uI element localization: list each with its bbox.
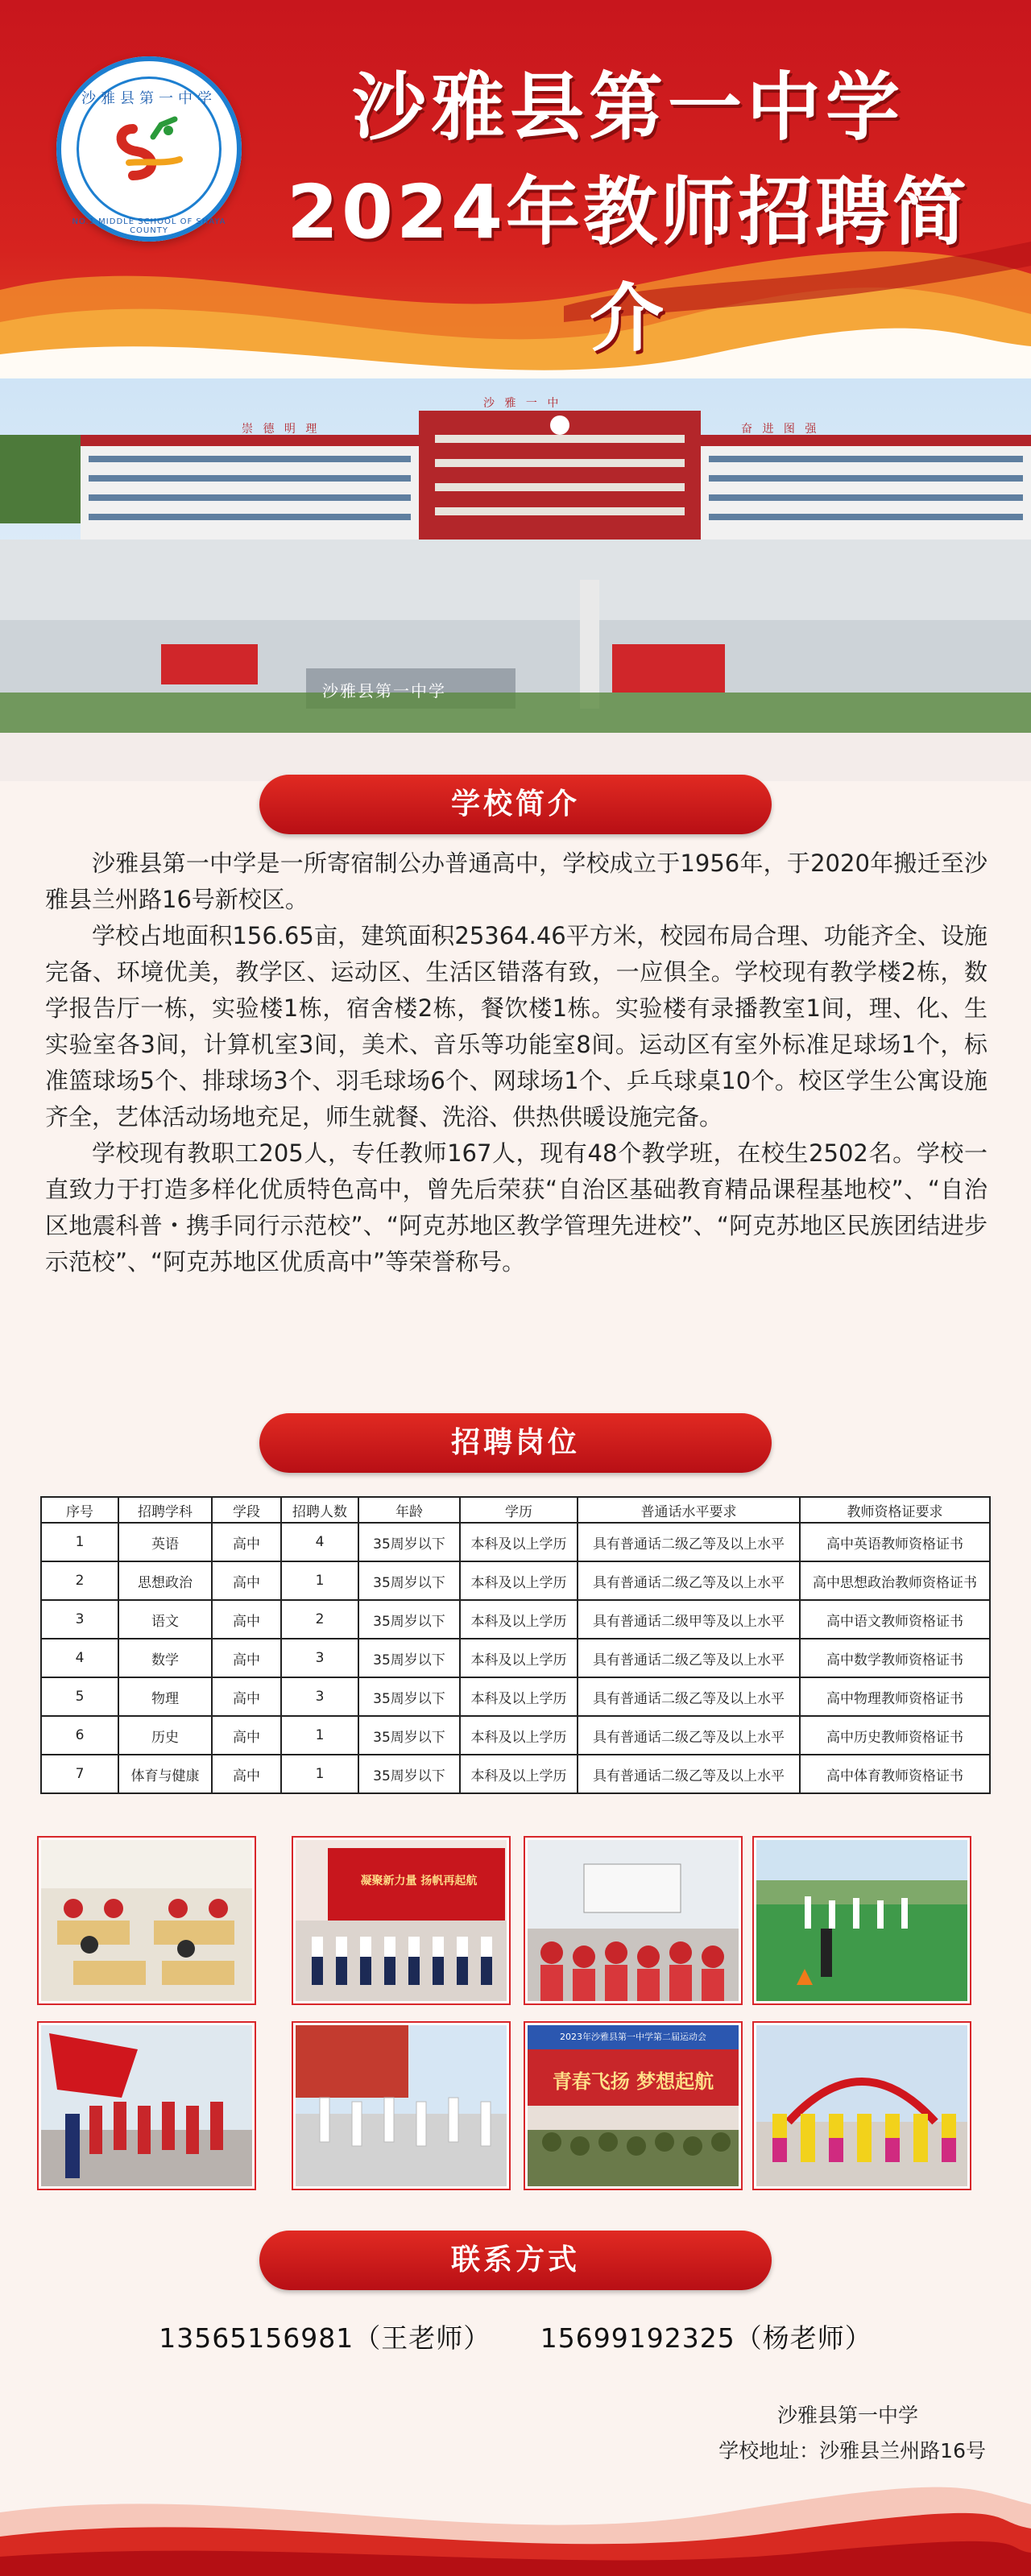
column-header: 年龄 [358, 1497, 460, 1523]
footer-school-name: 沙雅县第一中学 [776, 2404, 918, 2427]
photo-sports-field [754, 1838, 970, 2003]
banner-left-text: 崇 德 明 理 [242, 423, 321, 436]
photo-classroom [39, 1838, 255, 2003]
column-header: 序号 [41, 1497, 118, 1523]
table-cell: 3 [281, 1639, 358, 1677]
photo-sports-meet [525, 2023, 741, 2189]
photo-dance-show [754, 2023, 970, 2189]
table-row [41, 1523, 990, 1561]
column-header: 学历 [460, 1497, 578, 1523]
table-cell: 高中 [212, 1755, 281, 1793]
section-heading-contact: 联系方式 [259, 2231, 772, 2290]
table-header-row [41, 1497, 990, 1523]
table-cell: 具有普通话二级乙等及以上水平 [578, 1677, 800, 1716]
phone-yang[interactable]: 15699192325（杨老师） [540, 2322, 872, 2354]
footer-address: 学校地址：沙雅县兰州路16号 [718, 2439, 986, 2462]
logo-bottom-text: NO.1 MIDDLE SCHOOL OF SHAYA COUNTY [72, 217, 226, 235]
table-cell: 具有普通话二级乙等及以上水平 [578, 1523, 800, 1561]
table-cell: 3 [281, 1677, 358, 1716]
table-row [41, 1561, 990, 1600]
table-cell: 4 [41, 1639, 118, 1677]
lecture-illustration [528, 1840, 739, 2001]
table-cell: 高中思想政治教师资格证书 [800, 1561, 990, 1600]
column-header: 教师资格证要求 [800, 1497, 990, 1523]
school-logo [56, 56, 242, 242]
table-cell: 历史 [118, 1716, 212, 1755]
table-cell: 1 [281, 1561, 358, 1600]
column-header: 招聘人数 [281, 1497, 358, 1523]
table-cell: 高中数学教师资格证书 [800, 1639, 990, 1677]
table-cell: 物理 [118, 1677, 212, 1716]
table-cell: 本科及以上学历 [460, 1716, 578, 1755]
table-cell: 35周岁以下 [358, 1600, 460, 1639]
contact-phones [0, 2318, 1031, 2355]
table-cell: 本科及以上学历 [460, 1523, 578, 1561]
table-cell: 高中 [212, 1561, 281, 1600]
jobs-table [40, 1496, 991, 1794]
table-cell: 2 [281, 1600, 358, 1639]
table-cell: 35周岁以下 [358, 1639, 460, 1677]
intro-paragraph: 沙雅县第一中学是一所寄宿制公办普通高中，学校成立于1956年，于2020年搬迁至沙雅县兰州路16号新校区。 [45, 850, 988, 913]
photo-flag-team [39, 2023, 255, 2189]
column-header: 招聘学科 [118, 1497, 212, 1523]
table-row [41, 1716, 990, 1755]
logo-emblem-icon [109, 113, 189, 185]
header-banner [0, 0, 1031, 419]
sports-meet-illustration [528, 2025, 739, 2186]
table-cell: 具有普通话二级乙等及以上水平 [578, 1639, 800, 1677]
table-cell: 本科及以上学历 [460, 1639, 578, 1677]
table-cell: 英语 [118, 1523, 212, 1561]
campus-illustration [0, 378, 1031, 781]
flag-team-illustration [41, 2025, 252, 2186]
photo-ceremony [293, 1838, 509, 2003]
classroom-illustration [41, 1840, 252, 2001]
table-cell: 本科及以上学历 [460, 1561, 578, 1600]
table-cell: 6 [41, 1716, 118, 1755]
dance-show-illustration [756, 2025, 967, 2186]
sports-meet-banner-text: 2023年沙雅县第一中学第二届运动会 [560, 2032, 706, 2042]
table-cell: 1 [281, 1716, 358, 1755]
banner-right-text: 奋 进 图 强 [741, 423, 820, 436]
column-header: 学段 [212, 1497, 281, 1523]
table-cell: 高中 [212, 1523, 281, 1561]
table-cell: 高中语文教师资格证书 [800, 1600, 990, 1639]
table-cell: 1 [41, 1523, 118, 1561]
table-cell: 具有普通话二级乙等及以上水平 [578, 1755, 800, 1793]
table-cell: 3 [41, 1600, 118, 1639]
photo-exercise [293, 2023, 509, 2189]
table-cell: 35周岁以下 [358, 1561, 460, 1600]
column-header: 普通话水平要求 [578, 1497, 800, 1523]
table-cell: 数学 [118, 1639, 212, 1677]
table-cell: 1 [281, 1755, 358, 1793]
sports-field-illustration [756, 1840, 967, 2001]
photo-lecture [525, 1838, 741, 2003]
table-row [41, 1755, 990, 1793]
table-cell: 具有普通话二级乙等及以上水平 [578, 1561, 800, 1600]
table-cell: 高中物理教师资格证书 [800, 1677, 990, 1716]
table-cell: 高中 [212, 1716, 281, 1755]
footer-wave-decoration [0, 2464, 1031, 2576]
table-cell: 本科及以上学历 [460, 1600, 578, 1639]
campus-photo [0, 378, 1031, 781]
ceremony-banner-text: 凝聚新力量 扬帆再起航 [360, 1875, 478, 1888]
logo-top-text: 沙雅县第一中学 [81, 90, 217, 107]
table-cell: 35周岁以下 [358, 1677, 460, 1716]
page-title-line1: 沙雅县第一中学 [351, 64, 905, 151]
table-cell: 高中体育教师资格证书 [800, 1755, 990, 1793]
table-cell: 高中 [212, 1639, 281, 1677]
intro-paragraph: 学校占地面积156.65亩，建筑面积25364.46平方米，校园布局合理、功能齐全、设施完备、环境优美，教学区、运动区、生活区错落有致，一应俱全。学校现有教学楼2栋，数学报告厅一栋，实验楼1栋，宿舍楼2栋，餐饮楼1栋。实验楼有录播教室1间，理、化、生实验室各3间，计算机室3间，美术、音乐等功能室8间。运动区有室外标准足球场1个，标准篮球场5个、排球场3个、羽毛球场6个、网球场1个、乒乓球桌10个。校区学生公寓设施齐全，艺体活动场地充足，师生就餐、洗浴、供热供暖设施完备。 [45, 922, 988, 1131]
table-cell: 本科及以上学历 [460, 1755, 578, 1793]
section-heading-jobs: 招聘岗位 [259, 1413, 772, 1473]
table-cell: 语文 [118, 1600, 212, 1639]
exercise-illustration [296, 2025, 507, 2186]
table-cell: 高中 [212, 1600, 281, 1639]
table-cell: 本科及以上学历 [460, 1677, 578, 1716]
table-cell: 35周岁以下 [358, 1716, 460, 1755]
table-row [41, 1639, 990, 1677]
table-cell: 具有普通话二级甲等及以上水平 [578, 1600, 800, 1639]
table-row [41, 1600, 990, 1639]
page-title-line2: 2024年教师招聘简介 [286, 169, 971, 362]
table-cell: 高中历史教师资格证书 [800, 1716, 990, 1755]
table-cell: 体育与健康 [118, 1755, 212, 1793]
banner-center-text: 沙 雅 一 中 [483, 397, 562, 410]
table-cell: 7 [41, 1755, 118, 1793]
table-cell: 4 [281, 1523, 358, 1561]
table-cell: 5 [41, 1677, 118, 1716]
table-cell: 2 [41, 1561, 118, 1600]
table-cell: 具有普通话二级乙等及以上水平 [578, 1716, 800, 1755]
intro-text [45, 846, 988, 1280]
section-heading-intro: 学校简介 [259, 775, 772, 834]
gate-sign-text: 沙雅县第一中学 [322, 681, 446, 701]
table-cell: 高中英语教师资格证书 [800, 1523, 990, 1561]
table-row [41, 1677, 990, 1716]
table-cell: 思想政治 [118, 1561, 212, 1600]
ceremony-illustration [296, 1840, 507, 2001]
sports-meet-slogan-text: 青春飞扬 梦想起航 [552, 2070, 714, 2093]
table-cell: 35周岁以下 [358, 1755, 460, 1793]
table-cell: 高中 [212, 1677, 281, 1716]
table-cell: 35周岁以下 [358, 1523, 460, 1561]
phone-wang[interactable]: 13565156981（王老师） [159, 2322, 491, 2354]
intro-paragraph: 学校现有教职工205人，专任教师167人，现有48个教学班，在校生2502名。学校一直致力于打造多样化优质特色高中，曾先后荣获“自治区基础教育精品课程基地校”、“自治区地震科普・携手同行示范校”、“阿克苏地区教学管理先进校”、“阿克苏地区民族团结进步示范校”、“阿克苏地区优质高中”等荣誉称号。 [45, 1139, 988, 1276]
